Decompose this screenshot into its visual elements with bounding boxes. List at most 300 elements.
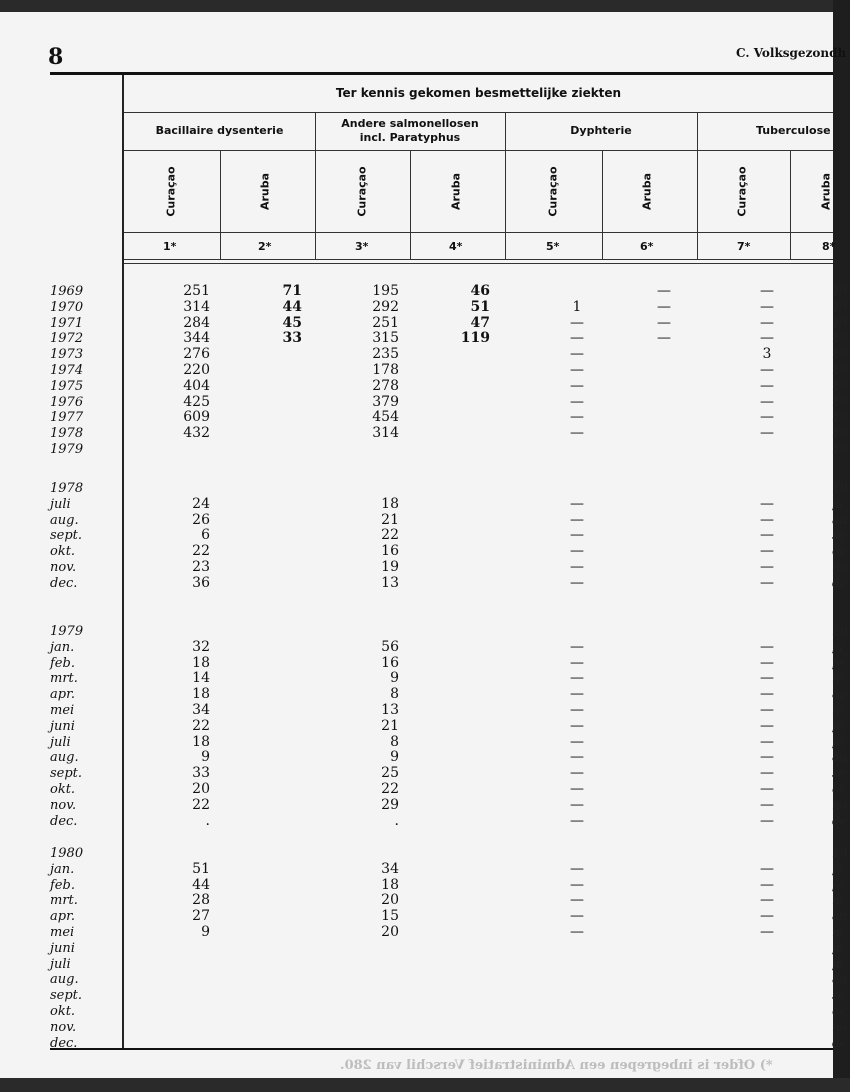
cut-off-label: m <box>832 702 844 717</box>
table-cell: 425 <box>183 393 210 410</box>
row-labels-section-4 <box>50 846 124 1051</box>
cut-off-label: m <box>832 893 844 908</box>
cut-off-label: ju <box>832 940 844 955</box>
table-cell: 21 <box>381 511 399 528</box>
cut-off-label: 19 <box>832 284 848 298</box>
table-cell <box>652 687 676 703</box>
table-cell: 18 <box>381 495 399 512</box>
table-cell: — <box>760 749 774 766</box>
table-cell <box>262 671 302 687</box>
table-cell <box>652 497 676 513</box>
table-cell <box>565 481 589 497</box>
value-column-c1-section-2 <box>170 481 210 592</box>
table-cell: — <box>760 558 774 575</box>
colnum-7: 7* <box>737 240 751 253</box>
table-cell <box>448 766 490 782</box>
subcol-header-curacao-7: Curaçao <box>735 166 749 217</box>
table-cell: 9 <box>390 749 399 766</box>
table-cell: 178 <box>372 361 399 378</box>
table-cell <box>448 624 490 640</box>
table-cell: — <box>760 314 774 331</box>
table-cell: — <box>760 796 774 813</box>
table-cell: 454 <box>372 409 399 426</box>
group-tuberculose: Tuberculose <box>756 124 831 137</box>
row-label: okt. <box>50 544 76 560</box>
value-column-c5-section-4 <box>565 846 589 1051</box>
cut-off-label: ap <box>832 687 847 702</box>
table-cell <box>262 988 302 1004</box>
table-cell <box>652 893 676 909</box>
table-cell <box>262 1020 302 1036</box>
table-cell: — <box>570 511 584 528</box>
table-cell: 432 <box>183 425 210 442</box>
table-cell <box>652 640 676 656</box>
table-cell <box>448 846 490 862</box>
table-cell: 13 <box>381 701 399 718</box>
table-cell <box>262 893 302 909</box>
table-cell <box>448 909 490 925</box>
table-cell <box>755 1020 779 1036</box>
table-cell <box>262 972 302 988</box>
table-cell: 29 <box>381 796 399 813</box>
table-cell: 314 <box>372 425 399 442</box>
row-label: 1977 <box>50 410 84 426</box>
table-cell <box>448 972 490 988</box>
value-column-c4-section-4 <box>448 846 490 1051</box>
table-cell <box>170 624 210 640</box>
table-cell: — <box>657 283 671 299</box>
colnum-4: 4* <box>449 240 463 253</box>
table-cell <box>262 750 302 766</box>
row-label: feb. <box>50 877 75 893</box>
table-cell: — <box>570 654 584 671</box>
table-cell <box>448 671 490 687</box>
row-label: aug. <box>50 512 79 528</box>
cut-off-label: 19 <box>832 362 848 377</box>
cut-off-label: fe <box>832 877 844 892</box>
value-column-c5-section-2 <box>565 481 589 592</box>
cut-off-label: ok <box>832 781 847 796</box>
value-column-c6-section-3 <box>652 624 676 829</box>
table-cell <box>652 528 676 544</box>
table-cell: — <box>760 733 774 750</box>
table-cell: 34 <box>381 860 399 877</box>
table-cell: 16 <box>381 654 399 671</box>
table-cell: — <box>570 812 584 829</box>
table-cell: — <box>760 393 774 410</box>
table-cell: — <box>760 812 774 829</box>
row-label: dec. <box>50 575 78 591</box>
table-cell <box>652 735 676 751</box>
row-labels-section-3 <box>50 624 124 829</box>
table-cell <box>565 284 589 300</box>
table-cell <box>262 560 302 576</box>
row-label: mrt. <box>50 893 78 909</box>
table-cell <box>262 862 302 878</box>
row-label: dec. <box>50 813 78 829</box>
row-label: jan. <box>50 639 75 655</box>
value-column-c5-section-1 <box>565 284 589 458</box>
table-cell <box>448 560 490 576</box>
row-label: 1978 <box>50 426 84 442</box>
table-cell <box>170 1004 210 1020</box>
value-column-c3-section-1 <box>355 284 399 458</box>
cut-off-label: se <box>832 528 846 543</box>
table-cell: 33 <box>282 330 302 347</box>
cut-off-label: 19 <box>832 426 848 441</box>
table-cell: 3 <box>762 346 772 363</box>
table-cell: 16 <box>381 543 399 560</box>
table-cell <box>652 1036 676 1052</box>
table-cell <box>652 560 676 576</box>
row-label: okt. <box>50 781 76 797</box>
cut-off-label: 19 <box>832 378 848 393</box>
table-cell <box>170 941 210 957</box>
table-cell: 15 <box>381 908 399 925</box>
row-labels-section-2 <box>50 481 124 592</box>
table-cell <box>755 481 779 497</box>
table-cell <box>262 957 302 973</box>
table-cell: — <box>760 780 774 797</box>
table-cell: 22 <box>192 543 210 560</box>
table-cell: — <box>760 717 774 734</box>
table-cell <box>448 442 490 458</box>
table-cell: — <box>570 527 584 544</box>
table-cell: 609 <box>183 409 210 426</box>
table-cell <box>355 941 399 957</box>
table-cell <box>448 481 490 497</box>
table-cell <box>262 687 302 703</box>
colnum-6: 6* <box>640 240 654 253</box>
table-cell: — <box>570 495 584 512</box>
row-label: 1970 <box>50 299 84 315</box>
table-cell: — <box>570 686 584 703</box>
table-cell: . <box>205 812 210 829</box>
table-cell <box>652 703 676 719</box>
value-column-c6-section-1 <box>652 284 676 458</box>
table-cell: 22 <box>192 796 210 813</box>
table-cell <box>448 426 490 442</box>
colnum-8: 8* <box>822 240 836 253</box>
row-label: 1974 <box>50 362 84 378</box>
table-cell <box>565 624 589 640</box>
table-cell: 47 <box>470 314 490 331</box>
table-cell: 9 <box>201 923 210 940</box>
cut-off-label: 19 <box>832 331 848 346</box>
table-cell <box>448 1004 490 1020</box>
table-cell: — <box>570 361 584 378</box>
cut-off-label: ju <box>832 734 844 749</box>
colnum-1: 1* <box>163 240 177 253</box>
row-label: aug. <box>50 750 79 766</box>
table-cell: 344 <box>183 330 210 347</box>
table-cell <box>448 656 490 672</box>
table-cell: — <box>570 393 584 410</box>
cut-off-next-column-section-2 <box>832 481 850 592</box>
table-cell <box>262 798 302 814</box>
table-cell: — <box>760 638 774 655</box>
row-label: feb. <box>50 655 75 671</box>
table-cell: — <box>760 860 774 877</box>
row-label: jan. <box>50 861 75 877</box>
table-cell: — <box>570 558 584 575</box>
table-cell: — <box>570 346 584 363</box>
table-cell <box>755 988 779 1004</box>
table-cell: — <box>760 701 774 718</box>
cut-off-label: ju <box>832 496 844 511</box>
table-cell: 119 <box>460 330 490 347</box>
table-cell: — <box>570 670 584 687</box>
cut-off-label: m <box>832 671 844 686</box>
table-cell <box>262 735 302 751</box>
table-cell <box>448 925 490 941</box>
table-cell <box>448 497 490 513</box>
cut-off-label: 19 <box>832 299 848 314</box>
table-cell <box>652 846 676 862</box>
table-cell <box>170 846 210 862</box>
row-label: juli <box>50 956 71 972</box>
table-cell <box>565 988 589 1004</box>
value-column-c1-section-4 <box>170 846 210 1051</box>
table-cell <box>755 972 779 988</box>
header-rule-1 <box>124 112 833 113</box>
table-cell: 379 <box>372 393 399 410</box>
cut-off-label: no <box>832 797 847 812</box>
table-cell <box>262 846 302 862</box>
cut-off-label: fe <box>832 655 844 670</box>
table-cell <box>652 513 676 529</box>
row-label: 1972 <box>50 331 84 347</box>
table-cell: — <box>570 543 584 560</box>
table-cell <box>448 750 490 766</box>
table-cell <box>652 766 676 782</box>
table-cell <box>652 576 676 592</box>
cut-off-label: ju <box>832 718 844 733</box>
group-dyphterie: Dyphterie <box>570 124 632 137</box>
table-cell: — <box>760 283 774 299</box>
table-cell: 51 <box>470 298 490 315</box>
cut-off-label: ok <box>832 1003 847 1018</box>
table-cell <box>755 1036 779 1052</box>
value-column-c7-section-2 <box>755 481 779 592</box>
table-cell <box>262 766 302 782</box>
table-cell: 13 <box>381 574 399 591</box>
table-cell: 18 <box>192 686 210 703</box>
table-cell <box>652 750 676 766</box>
table-cell: 8 <box>390 733 399 750</box>
scan-border-top <box>0 0 850 12</box>
table-cell: — <box>657 330 671 347</box>
table-cell: 26 <box>192 511 210 528</box>
row-label: aug. <box>50 972 79 988</box>
row-label: nov. <box>50 1019 77 1035</box>
cut-off-label: 19 <box>832 347 848 362</box>
row-label: 1971 <box>50 315 84 331</box>
table-cell <box>565 972 589 988</box>
value-column-c4-section-1 <box>448 284 490 458</box>
row-label: apr. <box>50 687 75 703</box>
cut-off-label: 19 <box>832 394 848 409</box>
table-cell <box>170 442 210 458</box>
table-cell: — <box>760 670 774 687</box>
table-cell: 276 <box>183 346 210 363</box>
subcol-header-aruba-2: Aruba <box>258 172 272 211</box>
table-cell <box>755 624 779 640</box>
table-cell <box>262 379 302 395</box>
table-cell: 44 <box>192 876 210 893</box>
table-cell: 18 <box>381 876 399 893</box>
colnum-5: 5* <box>546 240 560 253</box>
table-cell <box>652 782 676 798</box>
cut-off-label: ok <box>832 544 847 559</box>
cut-off-label: 19 <box>832 481 848 495</box>
table-cell <box>448 862 490 878</box>
table-cell: — <box>760 298 774 315</box>
bleed-through-footer: *) Ofder is inbegrepen een Administratief Verschil van 280. <box>340 1058 773 1073</box>
row-label: juni <box>50 940 75 956</box>
table-cell <box>448 782 490 798</box>
table-cell: 9 <box>390 670 399 687</box>
table-cell <box>355 957 399 973</box>
cut-off-label: 19 <box>832 410 848 425</box>
group-divider-1 <box>315 112 316 259</box>
row-label: juli <box>50 734 71 750</box>
table-cell: 22 <box>381 780 399 797</box>
cut-off-label: ap <box>832 909 847 924</box>
group-divider-3 <box>697 112 698 259</box>
table-cell: — <box>760 686 774 703</box>
table-cell <box>652 395 676 411</box>
cut-off-label: 19 <box>832 315 848 330</box>
row-label: 1973 <box>50 347 84 363</box>
group-andere-salmonellosen: Andere salmonellosen incl. Paratyphus <box>341 117 479 144</box>
subcol-divider-2 <box>410 150 411 259</box>
table-cell <box>448 735 490 751</box>
table-cell: — <box>570 330 584 347</box>
table-cell <box>170 481 210 497</box>
subcol-header-curacao-5: Curaçao <box>546 166 560 217</box>
table-cell <box>652 862 676 878</box>
table-cell: 24 <box>192 495 210 512</box>
table-cell: — <box>760 574 774 591</box>
table-cell: — <box>570 860 584 877</box>
cut-off-label: ja <box>832 861 843 876</box>
table-cell: — <box>570 574 584 591</box>
table-cell <box>355 846 399 862</box>
cut-off-label: ja <box>832 639 843 654</box>
subcol-header-curacao-3: Curaçao <box>355 166 369 217</box>
table-cell <box>652 656 676 672</box>
cut-off-label: de <box>832 813 847 828</box>
row-label: juli <box>50 496 71 512</box>
cut-off-label: de <box>832 575 847 590</box>
table-cell <box>262 640 302 656</box>
table-cell: — <box>760 923 774 940</box>
row-label: dec. <box>50 1035 78 1051</box>
table-cell: 22 <box>381 527 399 544</box>
value-column-c3-section-2 <box>355 481 399 592</box>
table-cell: — <box>760 908 774 925</box>
value-column-c3-section-3 <box>355 624 399 829</box>
table-cell: — <box>570 923 584 940</box>
table-cell <box>355 442 399 458</box>
table-cell <box>755 941 779 957</box>
table-cell <box>262 656 302 672</box>
table-cell: — <box>760 543 774 560</box>
subcol-divider-3 <box>602 150 603 259</box>
table-cell: 20 <box>381 923 399 940</box>
top-rule <box>50 72 833 75</box>
table-cell <box>755 957 779 973</box>
table-cell: — <box>570 876 584 893</box>
table-cell: 278 <box>372 377 399 394</box>
table-cell: 20 <box>192 780 210 797</box>
row-label: 1975 <box>50 378 84 394</box>
table-cell: 18 <box>192 733 210 750</box>
table-cell <box>355 1020 399 1036</box>
table-cell <box>565 941 589 957</box>
value-column-c5-section-3 <box>565 624 589 829</box>
value-column-c2-section-1 <box>262 284 302 458</box>
value-column-c6-section-4 <box>652 846 676 1051</box>
row-label: 1969 <box>50 284 84 299</box>
table-cell <box>355 1036 399 1052</box>
table-cell <box>448 687 490 703</box>
table-cell <box>170 1036 210 1052</box>
table-cell: 56 <box>381 638 399 655</box>
table-cell <box>448 893 490 909</box>
table-cell: 25 <box>381 765 399 782</box>
table-cell <box>262 528 302 544</box>
value-column-c4-section-3 <box>448 624 490 829</box>
value-column-c7-section-3 <box>755 624 779 829</box>
cut-off-label: m <box>832 924 844 939</box>
row-label: nov. <box>50 797 77 813</box>
table-cell <box>448 703 490 719</box>
table-cell <box>262 576 302 592</box>
table-cell: 23 <box>192 558 210 575</box>
table-cell <box>262 497 302 513</box>
table-cell: — <box>570 892 584 909</box>
table-cell <box>262 814 302 830</box>
table-cell <box>565 957 589 973</box>
row-label: nov. <box>50 559 77 575</box>
table-cell: 44 <box>282 298 302 315</box>
table-cell <box>755 1004 779 1020</box>
table-cell <box>448 988 490 1004</box>
table-cell <box>448 576 490 592</box>
row-label: 1979 <box>50 624 84 639</box>
table-cell: — <box>760 409 774 426</box>
table-cell: — <box>760 527 774 544</box>
table-cell: . <box>394 812 399 829</box>
cut-off-label: 19 <box>832 441 848 456</box>
table-cell <box>262 719 302 735</box>
table-cell <box>170 988 210 1004</box>
table-cell: 22 <box>192 717 210 734</box>
value-column-c1-section-1 <box>170 284 210 458</box>
table-cell <box>448 640 490 656</box>
colnum-2: 2* <box>258 240 272 253</box>
table-cell <box>652 957 676 973</box>
table-cell <box>565 1036 589 1052</box>
row-label: apr. <box>50 909 75 925</box>
table-cell <box>170 1020 210 1036</box>
cut-off-next-column-section-4 <box>832 846 850 1051</box>
table-cell <box>262 513 302 529</box>
table-cell <box>652 379 676 395</box>
table-cell: 34 <box>192 701 210 718</box>
